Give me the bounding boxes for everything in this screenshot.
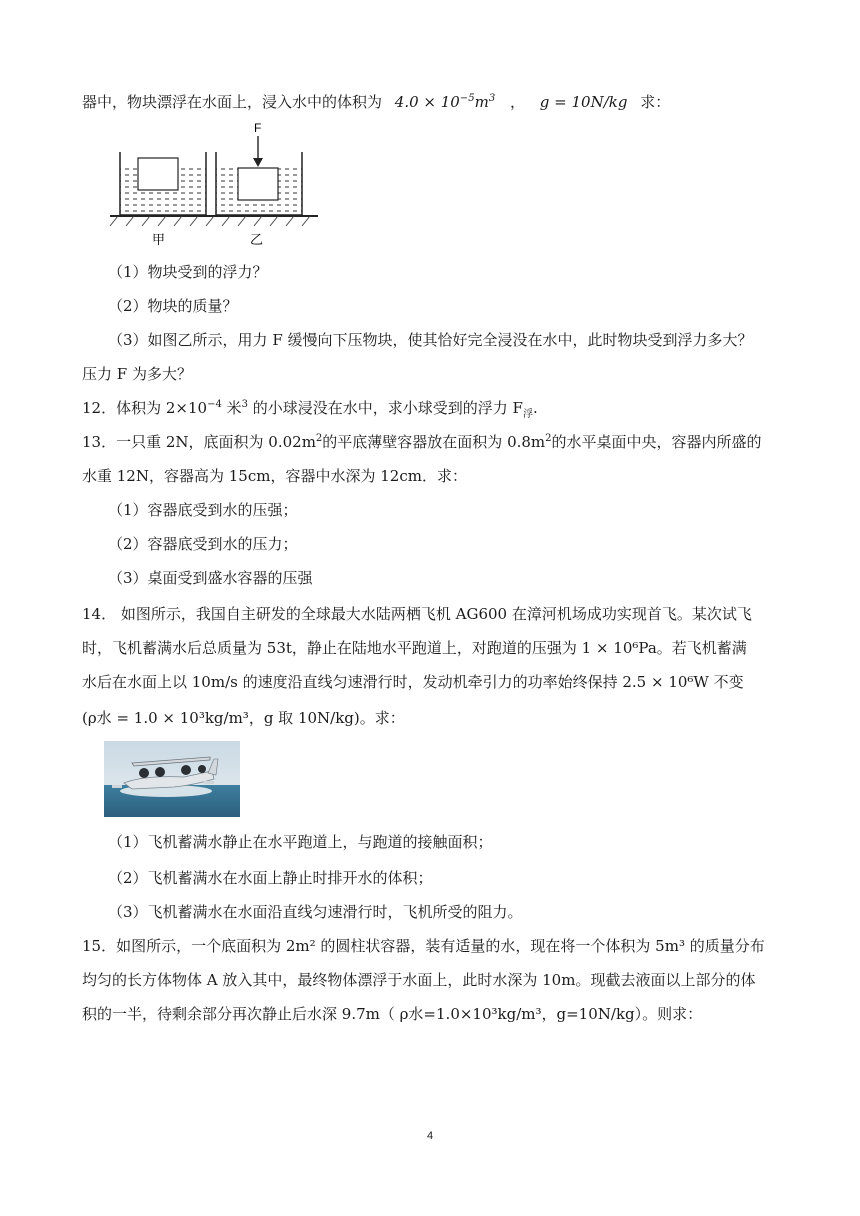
- q13-line2: 水重 12N，容器高为 15cm，容器中水深为 12cm．求：: [82, 467, 467, 485]
- q12-part-b: 米: [226, 399, 242, 417]
- q12-text: [82, 398, 538, 418]
- q11-part3-line2: 压力 F 为多大？: [82, 365, 192, 383]
- comma: ，: [509, 93, 525, 111]
- force-label: F: [254, 121, 262, 135]
- q14-part3: （3）飞机蓄满水在水面沿直线匀速滑行时，飞机所受的阻力。: [108, 903, 523, 921]
- page-number: 4: [426, 1130, 434, 1142]
- q13-sup2: 2: [545, 433, 552, 444]
- volume-value: $4.0 \times 10^{-5}m^3$: [394, 93, 496, 111]
- q13-line1-a: 13．一只重 2N，底面积为 0.02m: [82, 433, 316, 451]
- container-figure: [108, 118, 318, 250]
- q14-part1: （1）飞机蓄满水静止在水平跑道上，与跑道的接触面积；: [108, 833, 493, 851]
- floating-block: [138, 158, 178, 190]
- q14-part2: （2）飞机蓄满水在水面上静止时排开水的体积；: [108, 869, 433, 887]
- label-yi: 乙: [250, 233, 264, 248]
- q11-part3-line1: （3）如图乙所示，用力 F 缓慢向下压物块，使其恰好完全浸没在水中，此时物块受到浮力多大？: [108, 331, 753, 349]
- q14-line3: 水后在水面上以 10m/s 的速度沿直线匀速滑行时，发动机牵引力的功率始终保持 2.5 × 10⁶W 不变: [82, 673, 744, 691]
- q12-exp: −4: [207, 399, 222, 410]
- q15-line2: 均匀的长方体物体 A 放入其中，最终物体漂浮于水面上，此时水深为 10m。现截去液面以上部分的体: [82, 971, 756, 989]
- q12-sub: 浮: [522, 409, 533, 420]
- amphibious-plane-photo: [104, 741, 240, 817]
- q12-part-d: .: [532, 399, 538, 417]
- q13-sup1: 2: [315, 433, 323, 444]
- q13-part3: （3）桌面受到盛水容器的压强: [108, 569, 313, 587]
- intro-line: [82, 92, 670, 112]
- q13-part1: （1）容器底受到水的压强；: [108, 501, 298, 519]
- q15-line3: 积的一半，待剩余部分再次静止后水深 9.7m（ ρ水=1.0×10³kg/m³，g=10N/kg）。则求：: [82, 1005, 703, 1023]
- g-value: g = 10N/kg: [539, 93, 628, 111]
- q13-line1-b: 的平底薄壁容器放在面积为 0.8m: [322, 433, 546, 451]
- q15-line1: 15．如图所示，一个底面积为 2m² 的圆柱状容器，装有适量的水，现在将一个体积为 5m³ 的质量分布: [82, 937, 765, 955]
- q13-line1-c: 的水平桌面中央，容器内所盛的: [551, 433, 762, 451]
- q14-line1: 14． 如图所示，我国自主研发的全球最大水陆两栖飞机 AG600 在漳河机场成功实现首飞。某次试飞: [82, 605, 752, 623]
- label-jia: 甲: [152, 233, 166, 248]
- q11-part1: （1）物块受到的浮力？: [108, 263, 268, 281]
- q14-line4: (ρ水 = 1.0 × 10³kg/m³，g 取 10N/kg)。求：: [82, 709, 405, 727]
- q13-line1: [82, 432, 762, 452]
- q12-part-a: 12．体积为 2×10: [82, 399, 208, 417]
- q12-exp2: 3: [241, 399, 248, 410]
- q11-part2: （2）物块的质量？: [108, 297, 238, 315]
- q14-line2: 时，飞机蓄满水后总质量为 53t，静止在陆地水平跑道上，对跑道的压强为 1 × 10⁶Pa。若飞机蓄满: [82, 639, 747, 657]
- q12-part-c: 的小球浸没在水中，求小球受到的浮力 F: [252, 399, 523, 417]
- ask-text: 求：: [640, 93, 671, 111]
- intro-text: 器中，物块漂浮在水面上，浸入水中的体积为: [82, 93, 383, 111]
- pressed-block: [238, 168, 278, 200]
- q13-part2: （2）容器底受到水的压力；: [108, 535, 298, 553]
